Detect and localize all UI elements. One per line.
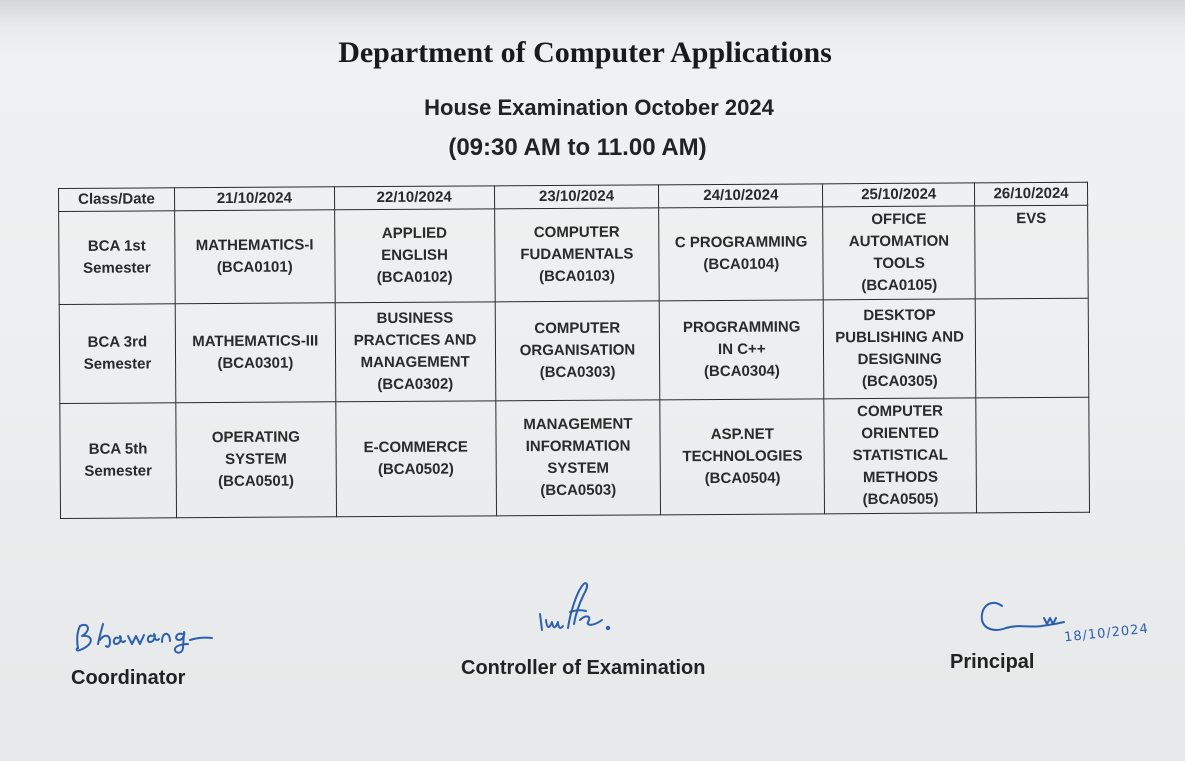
header-date: 25/10/2024 [823,183,975,207]
controller-label: Controller of Examination [461,657,706,679]
subject-cell: COMPUTER ORGANISATION (BCA0303) [495,301,660,401]
subject-cell: DESKTOP PUBLISHING AND DESIGNING (BCA0305) [823,299,975,399]
subject-cell [976,397,1090,513]
header-date: 21/10/2024 [174,187,334,211]
header-date: 23/10/2024 [494,185,659,209]
subject-cell: BUSINESS PRACTICES AND MANAGEMENT (BCA0302) [335,302,495,402]
subject-cell: COMPUTER ORIENTED STATISTICAL METHODS (BCA0505) [824,398,977,514]
exam-title: House Examination October 2024 [424,95,774,120]
coordinator-label: Coordinator [71,667,186,689]
subject-cell: MATHEMATICS-I (BCA0101) [175,210,335,304]
header-date: 22/10/2024 [334,186,494,210]
header-class-date: Class/Date [59,188,175,212]
subject-cell: E-COMMERCE (BCA0502) [336,401,497,517]
table-row [60,397,1090,518]
subject-cell: ASP.NET TECHNOLOGIES (BCA0504) [660,399,825,515]
subject-cell: PROGRAMMING IN C++ (BCA0304) [660,300,824,400]
principal-signature-date: 18/10/2024 [1063,621,1150,646]
subject-cell: APPLIED ENGLISH (BCA0102) [334,209,494,303]
table-row [59,298,1089,403]
class-cell: BCA 5th Semester [60,403,177,519]
subject-cell: COMPUTER FUDAMENTALS (BCA0103) [494,208,659,302]
exam-time: (09:30 AM to 11.00 AM) [448,134,707,161]
subject-cell: MANAGEMENT INFORMATION SYSTEM (BCA0503) [495,400,661,516]
table-row [59,205,1089,304]
class-cell: BCA 3rd Semester [59,304,175,404]
coordinator-signature [70,608,220,668]
header-date: 26/10/2024 [975,182,1088,206]
class-cell: BCA 1st Semester [59,211,175,305]
header-date: 24/10/2024 [659,184,823,208]
subject-cell [975,298,1089,398]
subject-cell: C PROGRAMMING (BCA0104) [659,207,823,301]
exam-timetable [58,182,1090,519]
subject-cell: OPERATING SYSTEM (BCA0501) [176,402,337,518]
subject-cell: EVS [975,205,1089,299]
department-title: Department of Computer Applications [338,36,832,69]
subject-cell: OFFICE AUTOMATION TOOLS (BCA0105) [823,206,975,300]
principal-signature [974,594,1074,644]
subject-cell: MATHEMATICS-III (BCA0301) [175,303,335,403]
controller-signature [532,572,622,642]
principal-label: Principal [950,651,1035,673]
